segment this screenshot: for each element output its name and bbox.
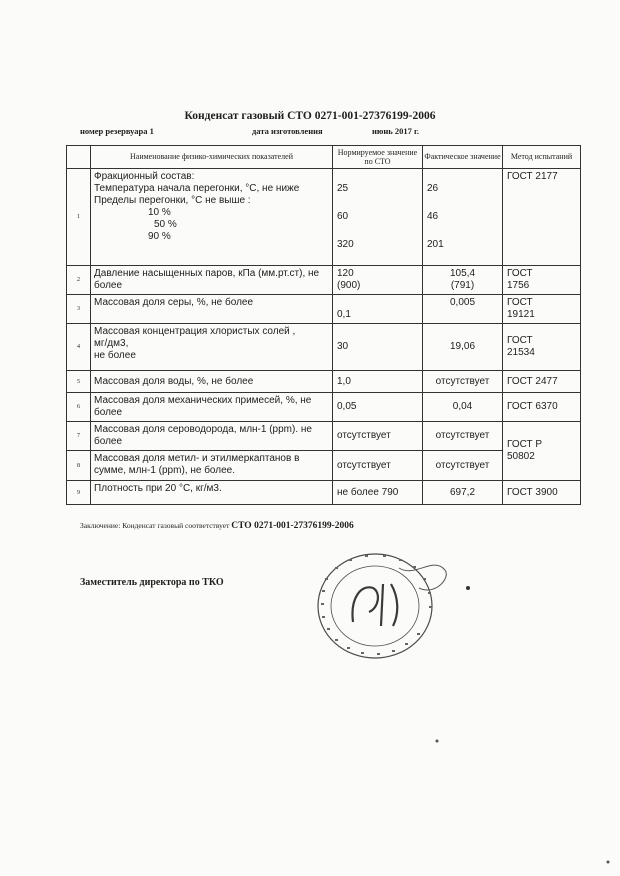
norm-value: отсутствует (333, 422, 423, 451)
name-line: 50 % (154, 219, 177, 230)
method-line: 21534 (507, 347, 535, 358)
method-line: 19121 (507, 309, 535, 320)
norm-value: 0,05 (333, 393, 423, 422)
fact-line: 46 (427, 211, 439, 222)
actual-value: 0,005 (423, 295, 503, 324)
norm-line: (900) (337, 280, 361, 291)
row-number: 2 (67, 266, 91, 295)
method-line: 50802 (507, 451, 535, 462)
name-line: 10 % (148, 207, 171, 218)
row-number: 1 (67, 169, 91, 266)
norm-line: 320 (337, 239, 354, 250)
fact-line: 26 (427, 183, 439, 194)
parameter-name: Массовая доля механических примесей, %, не более (91, 393, 333, 422)
header-norm: Нормируемое значение по СТО (333, 146, 423, 169)
fact-line: 105,4 (449, 268, 476, 279)
test-method: ГОСТ 6370 (503, 393, 581, 422)
row-number: 8 (67, 451, 91, 481)
norm-line: 25 (337, 183, 349, 194)
fact-line: (791) (450, 280, 475, 291)
actual-value: 0,04 (423, 393, 503, 422)
header-name: Наименование физико-химических показателей (91, 146, 333, 169)
name-line: не более (94, 350, 136, 361)
norm-value: 1,0 (333, 371, 423, 393)
row-number: 4 (67, 324, 91, 371)
actual-value: отсутствует (423, 371, 503, 393)
parameter-name: Массовая доля серы, %, не более (91, 295, 333, 324)
name-line: 90 % (148, 231, 171, 242)
signatory-title: Заместитель директора по ТКО (80, 577, 224, 588)
name-line: Фракционный состав: (94, 171, 195, 182)
name-line: Массовая концентрация хлористых солей , (94, 326, 296, 337)
row-number: 6 (67, 393, 91, 422)
parameter-name: Массовая доля сероводорода, млн-1 (ppm). не более (91, 422, 333, 451)
name-line: мг/дм3, (94, 338, 129, 349)
norm-value: не более 790 (333, 481, 423, 505)
norm-value: 30 (333, 324, 423, 371)
conclusion-standard: СТО 0271-001-27376199-2006 (231, 521, 354, 531)
method-line: ГОСТ Р (507, 439, 543, 450)
norm-line: 120 (337, 268, 354, 279)
row-number: 7 (67, 422, 91, 451)
name-line: Температура начала перегонки, °С, не ниже (94, 183, 300, 194)
document-title: Конденсат газовый СТО 0271-001-27376199-2006 (184, 110, 436, 122)
method-line: ГОСТ (507, 297, 533, 308)
row-number: 9 (67, 481, 91, 505)
parameter-name: Массовая доля воды, %, не более (91, 371, 333, 393)
norm-line: 60 (337, 211, 349, 222)
scan-speck (466, 586, 470, 590)
norm-value: отсутствует (333, 451, 423, 481)
actual-value: отсутствует (423, 451, 503, 481)
scan-speck (436, 740, 439, 743)
test-method: ГОСТ 2477 (503, 371, 581, 393)
production-date-label: дата изготовления (252, 126, 323, 136)
method-line: ГОСТ (507, 268, 533, 279)
method-line: ГОСТ (507, 335, 533, 346)
parameter-name: Плотность при 20 °С, кг/м3. (91, 481, 333, 505)
parameter-name: Массовая доля метил- и этилмеркаптанов в сумме, млн-1 (ppm), не более. (91, 451, 333, 481)
parameter-name: Давление насыщенных паров, кПа (мм.рт.ст), не более (91, 266, 333, 295)
header-method: Метод испытаний (503, 146, 581, 169)
scan-speck (607, 861, 610, 864)
test-method: ГОСТ 2177 (503, 169, 581, 266)
production-date: июнь 2017 г. (372, 126, 420, 136)
conclusion-text: Заключение: Конденсат газовый соответствует (80, 521, 230, 530)
actual-value: 697,2 (423, 481, 503, 505)
fact-line: 201 (427, 239, 444, 250)
row-number: 3 (67, 295, 91, 324)
norm-value: 0,1 (333, 295, 423, 324)
name-line: Пределы перегонки, °С не выше : (94, 195, 251, 206)
actual-value: 19,06 (423, 324, 503, 371)
method-line: 1756 (507, 280, 530, 291)
test-method: ГОСТ 3900 (503, 481, 581, 505)
header-fact: Фактическое значение (423, 146, 503, 169)
row-number: 5 (67, 371, 91, 393)
reservoir-number: номер резервуара 1 (80, 126, 154, 136)
actual-value: отсутствует (423, 422, 503, 451)
